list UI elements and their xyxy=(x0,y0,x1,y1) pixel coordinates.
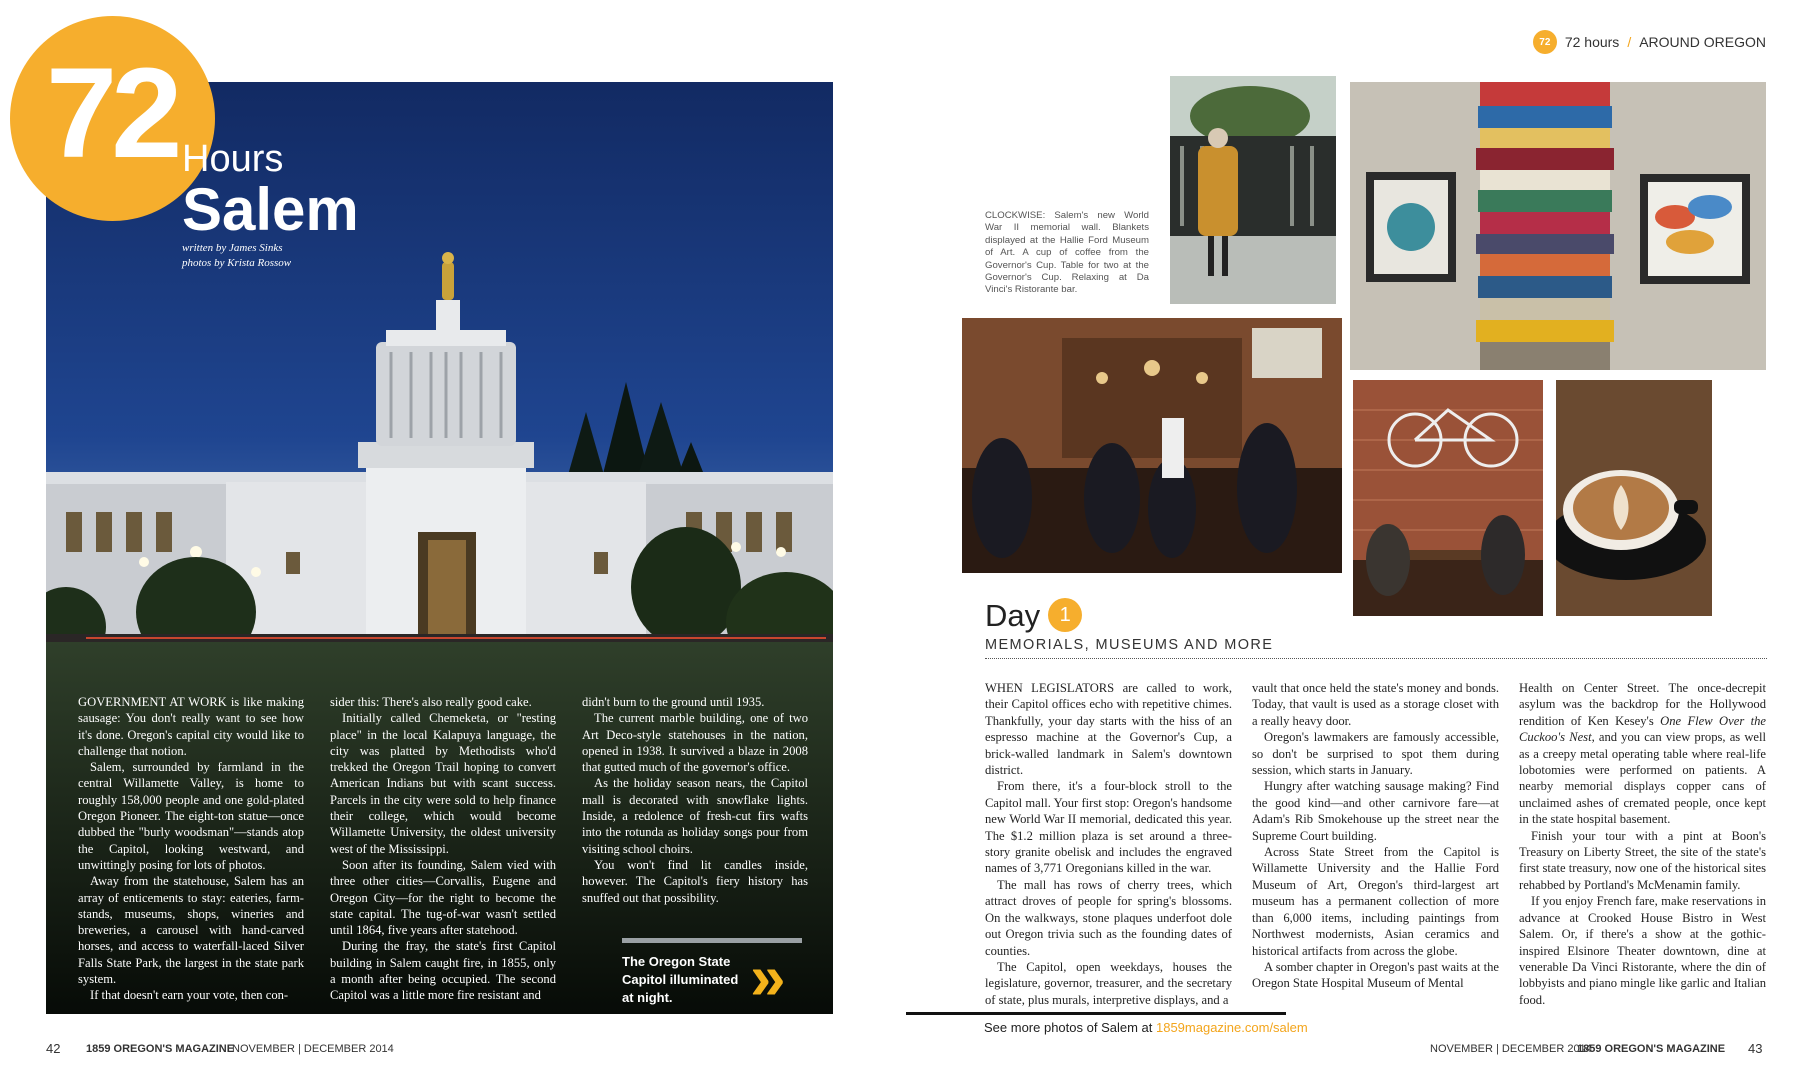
folio-issue-right: NOVEMBER | DECEMBER 2014 xyxy=(1430,1043,1592,1055)
story-paragraph xyxy=(1519,680,1766,828)
story-paragraph: Oregon's lawmakers are famously accessible, so don't be surprised to spot them during session, which starts in January. xyxy=(1252,730,1499,778)
story-paragraph: During the fray, the state's first Capitol building in Salem caught fire, in 1855, only a month after being occupied. The second Capitol was a little more fire resistant and xyxy=(330,939,556,1003)
story-paragraph: Hungry after watching sausage making? Find the good kind—and other carnivore fare—at Adam's Rib Smokehouse up the street near the Supreme Court building. xyxy=(1252,779,1499,843)
folio-issue-left: NOVEMBER | DECEMBER 2014 xyxy=(232,1043,394,1055)
72-hours-icon: 72 xyxy=(1533,30,1557,54)
coffee-photo xyxy=(1556,380,1712,616)
right-story-columns xyxy=(985,680,1767,1007)
photo-caption-box xyxy=(622,938,802,1013)
bar-photo xyxy=(962,318,1342,573)
badge-number: 72 xyxy=(46,42,177,185)
right-story-column-1 xyxy=(985,680,1232,1007)
chevron-right-icon: » xyxy=(750,941,776,1013)
story-paragraph: As the holiday season nears, the Capitol mall is decorated with snowflake lights. Inside, a redolence of fresh-cut firs wafts into the rotunda as holiday songs pour from visiting school choirs. xyxy=(582,776,808,856)
day-heading xyxy=(985,598,1082,632)
story-paragraph: GOVERNMENT AT WORK is like making sausage: You don't really want to see how it's done. Oregon's capital city would like to challenge that notion. xyxy=(78,695,304,758)
memorial-photo xyxy=(1170,76,1336,304)
story-paragraph: A somber chapter in Oregon's past waits at the Oregon State Hospital Museum of Mental xyxy=(1252,959,1499,991)
day-number-badge: 1 xyxy=(1048,598,1082,632)
blankets-photo xyxy=(1350,82,1766,370)
dotted-divider xyxy=(985,658,1767,659)
book-title: One Flew Over the Cuckoo's Nest xyxy=(1519,713,1766,745)
story-paragraph: didn't burn to the ground until 1935. xyxy=(582,695,765,709)
story-paragraph: WHEN LEGISLATORS are called to work, their Capitol offices echo with repetitive chimes. Thankfully, your day starts with the hiss of an espresso machine at the Governor's Cup, a brick-walled landmark in Salem's downtown district. xyxy=(985,681,1232,778)
story-paragraph: If that doesn't earn your vote, then con- xyxy=(90,988,289,1003)
section-name: AROUND OREGON xyxy=(1639,34,1766,50)
bike-table-photo xyxy=(1353,380,1543,616)
left-story-column-2 xyxy=(330,694,556,1003)
story-paragraph: Across State Street from the Capitol is Willamette University and the Hallie Ford Museum of Art, Oregon's third-largest art museum has a permanent collection of more than 6,000 items, including paintings from Northwest modernists, Asian ceramics and historical artifacts from across the globe. xyxy=(1252,845,1499,958)
story-paragraph: You won't find lit candles inside, however. The Capitol's fiery history has snuffed out that possibility. xyxy=(582,857,808,905)
left-story-column-1 xyxy=(78,694,304,1003)
story-text: , and you can view props, as well as a creepy metal operating table where real-life lobotomies were performed on patients. A nearby memorial displays copper cans of unclaimed ashes of cremated people, once kept in the state hospital basement. xyxy=(1519,730,1766,827)
story-paragraph: sider this: There's also really good cake. xyxy=(330,695,532,709)
section-slash: / xyxy=(1627,34,1632,50)
story-paragraph: The mall has rows of cherry trees, which attract droves of people for spring's blossoms. On the walkways, stone plaques underfoot dole out Oregon trivia such as the founding dates of counties. xyxy=(985,877,1232,958)
right-story-column-3 xyxy=(1519,680,1766,1007)
story-paragraph: Initially called Chemeketa, or "resting place" in the local Kalapuya language, the city was platted by Methodists who'd trekked the Oregon Trail hoping to convert American Indians but with scant success. Parcels in the city were sold to help finance their college, which would become Willamette University, the oldest university west of the Mississippi. xyxy=(330,711,556,856)
story-text: Health on Center Street. The once-decrepit asylum was the backdrop for the Hollywood rendition of Ken Kesey's xyxy=(1519,681,1766,728)
folio-page-left: 42 xyxy=(46,1041,61,1056)
story-paragraph: Finish your tour with a pint at Boon's Treasury on Liberty Street, the site of the state's first state treasury, now one of the historical sites rehabbed by Portland's McMenamin family. xyxy=(1519,828,1766,892)
right-story-column-2 xyxy=(1252,680,1499,1000)
title-hours: Hours xyxy=(182,138,284,180)
photo-credits-caption: CLOCKWISE: Salem's new World War II memorial wall. Blankets displayed at the Hallie Ford Museum of Art. A cup of coffee from the Governor's Cup. Table for two at the Governor's Cup. Relaxing at Da Vinci's Ristorante bar. xyxy=(985,210,1149,296)
day-label: Day xyxy=(985,597,1041,633)
more-photos-link[interactable]: 1859magazine.com/salem xyxy=(1155,1020,1308,1035)
writer-credit: written by James Sinks xyxy=(182,242,283,254)
title-city: Salem xyxy=(182,176,359,243)
folio-magazine-left: 1859 OREGON'S MAGAZINE xyxy=(86,1043,235,1055)
photo-caption: The Oregon State Capitol illuminated at night. xyxy=(622,954,739,1005)
folio-page-right: 43 xyxy=(1748,1041,1763,1056)
story-paragraph: The Capitol, open weekdays, houses the legislature, governor, treasurer, and the secretary of state, plus murals, interpretive displays, and a xyxy=(985,959,1232,1007)
more-photos-line xyxy=(984,1020,1308,1035)
folio-magazine-right: 1859 OREGON'S MAGAZINE xyxy=(1577,1043,1726,1055)
more-photos-text: See more photos of Salem at xyxy=(984,1020,1156,1035)
section-tag xyxy=(1533,30,1766,54)
story-paragraph: From there, it's a four-block stroll to the Capitol mall. Your first stop: Oregon's handsome new World War II memorial, dedicated this year. The $1.2 million plaza is set around a three-story granite obelisk and includes the engraved names of 3,771 Oregonians killed in the war. xyxy=(985,779,1232,876)
photographer-credit: photos by Krista Rossow xyxy=(182,257,292,269)
story-paragraph: Soon after its founding, Salem vied with three other cities—Corvallis, Eugene and Oregon City—for the right to become the state capital. The tug-of-war wasn't settled until 1864, five years after statehood. xyxy=(330,857,556,938)
day-subtitle: MEMORIALS, MUSEUMS AND MORE xyxy=(985,637,1274,653)
story-paragraph: If you enjoy French fare, make reservations in advance at Crooked House Bistro in West Salem. Or, if there's a show at the gothic-inspired Elsinore Theater downtown, dine at venerable Da Vinci Ristorante, where the din of lobbyists and piano mingle like garlic and Italian food. xyxy=(1519,894,1766,1007)
story-paragraph: Away from the statehouse, Salem has an array of enticements to stay: eateries, farm-stands, museums, shops, wineries and breweries, a carousel with hand-carved horses, and access to waterfall-laced Silver Falls State Park, the largest in the state park system. xyxy=(78,874,304,987)
story-paragraph: vault that once held the state's money and bonds. Today, that vault is used as a storage closet with a really heavy door. xyxy=(1252,681,1499,728)
story-paragraph: The current marble building, one of two Art Deco-style statehouses in the nation, opened in 1938. It survived a blaze in 2008 that gutted much of the governor's office. xyxy=(582,711,808,775)
story-paragraph: Salem, surrounded by farmland in the central Willamette Valley, is home to roughly 158,000 people and one gold-plated Oregon Pioneer. The eight-ton statue—once dubbed the "burly woodsman"—stands atop the Capitol, looking westward, and unwittingly posing for lots of photos. xyxy=(78,760,304,872)
section-hours: 72 hours xyxy=(1564,34,1620,50)
more-photos-rule xyxy=(906,1012,1286,1015)
